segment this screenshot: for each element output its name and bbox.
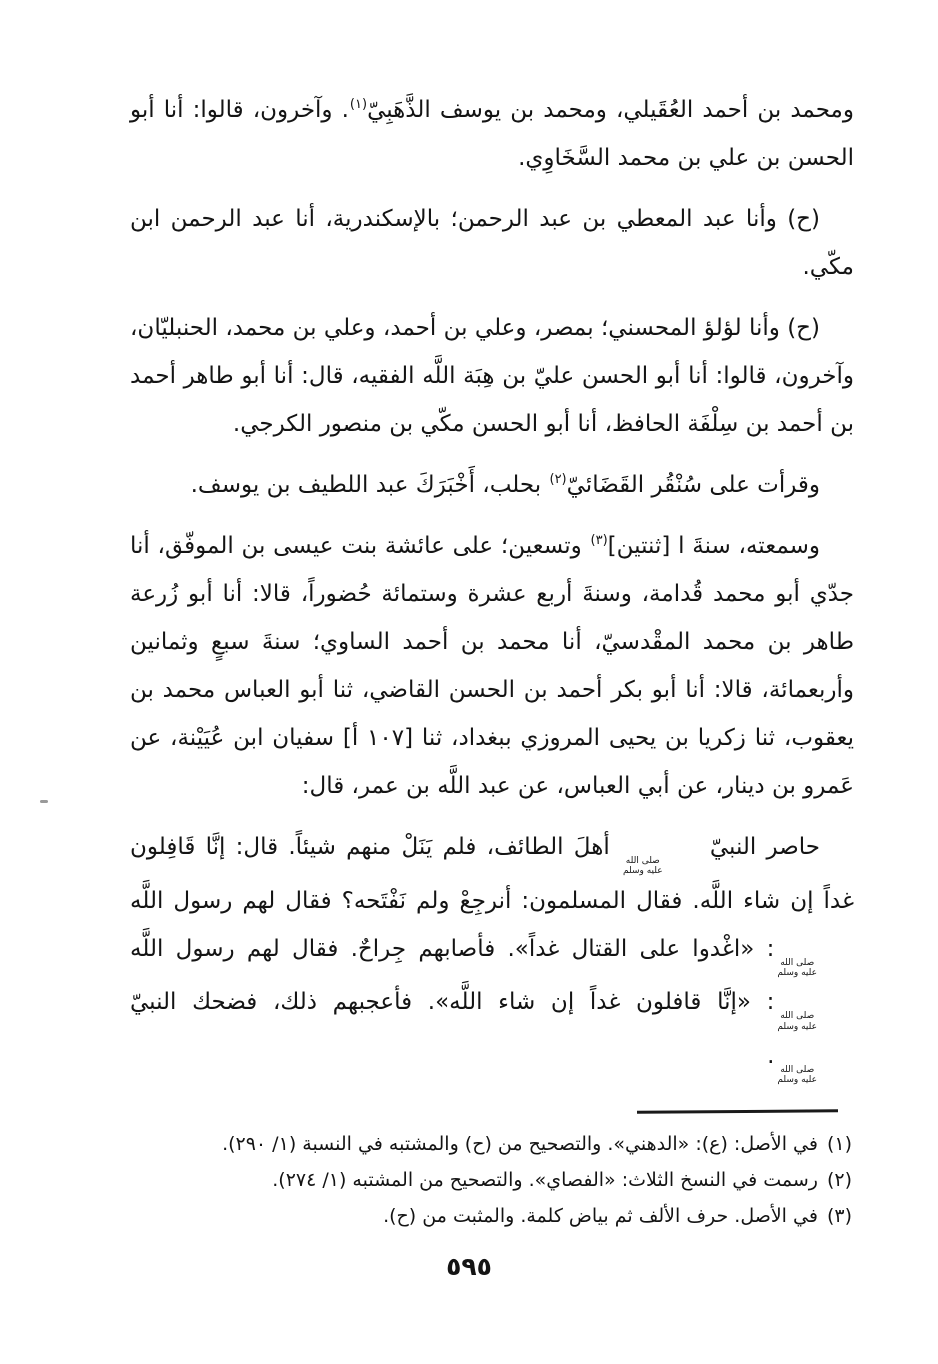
paragraph-isnad-1 [130,86,854,182]
text-run: (ح) وأنا لؤلؤ المحسني؛ بمصر، وعلي بن أحمد، وعلي بن محمد، الحنبليّان، وآخرون، قالوا: أنا أبو الحسن عليّ بن هِبَة اللَّه الفقيه، قال: أنا أبو طاهر أحمد بن أحمد بن سِلْفَة الحافظ، أنا أبو الحسن مكّي بن منصور الكرجي. [130,315,854,437]
honorific-line: صلى الله [780,957,815,968]
honorific-line: عليه وسلم [777,1075,817,1086]
footnote-item-3 [138,1198,852,1234]
text-run: بحلب، أَخْبَرَكَ عبد اللطيف بن يوسف. [190,472,549,498]
text-run: . [767,1043,775,1070]
text-run: وتسعين؛ على عائشة بنت عيسى بن الموفّق، أنا جدّي أبو محمد قُدامة، وسنةَ أربع عشرة وستمائة حُضوراً، قالا: أنا أبو زُرعة طاهر بن محمد المقْدسيّ، أنا محمد بن أحمد الساوي؛ سنةَ سبعٍ وثمانين وأربعمائة، قالا: أنا أبو بكر أحمد بن الحسن القاضي، ثنا أبو العباس محمد بن يعقوب، ثنا زكريا بن يحيى المروزي ببغداد، ثنا [١٠٧ أ] سفيان ابن عُيَيْنة، عن عَمرو بن دينار، عن أبي العباس، عن عبد اللَّه بن عمر، قال: [130,533,854,799]
honorific-line: عليه وسلم [623,866,663,877]
honorific-line: صلى الله [625,856,660,866]
page-number: ٥٩٥ [446,1252,492,1281]
paragraph-isnad-5 [130,522,854,810]
honorific-line: صلى الله [780,1011,815,1022]
footnote-text: رسمت في النسخ الثلاث: «الفصاي». والتصحيح من المشتبه (١/ ٢٧٤). [272,1169,818,1191]
text-run: وسمعته، سنةَ ا [ثنتين] [607,533,820,559]
footnote-text: في الأصل. حرف الألف ثم بياض كلمة. والمثبت من (ح). [383,1205,818,1227]
honorific-saw-icon [777,1011,851,1032]
text-run: : «اغْدوا على القتال غداً». فأصابهم جِراحٌ. فقال لهم رسول اللَّه [130,935,775,962]
footnote-ref-1: (١) [349,97,368,113]
footnote-item-2 [138,1162,852,1198]
footnote-text: في الأصل: (ع): «الدهني». والتصحيح من (ح) والمشتبه في النسبة (١/ ٢٩٠). [222,1133,818,1155]
paragraph-isnad-3 [130,304,854,448]
honorific-line: صلى الله [780,1065,815,1076]
footnote-marker: (٢) [826,1169,852,1191]
footnote-separator [637,1109,838,1113]
text-run: (ح) وأنا عبد المعطي بن عبد الرحمن؛ بالإسكندرية، أنا عبد الرحمن ابن مكّي. [130,206,854,280]
text-run: . وآخرون، قالوا: أنا أبو الحسن بن علي بن محمد السَّخَاوِي. [130,97,854,171]
footnotes-block [138,1126,852,1234]
paragraph-hadith [130,823,854,1086]
text-run: وقرأت على سُنْقُر القَضَائيّ [566,472,820,498]
text-run: : «إنَّا قافلون غداً إن شاء اللَّه». فأعجبهم ذلك، فضحك النبيّ [130,989,775,1016]
honorific-saw-icon [777,1065,851,1086]
honorific-line: عليه وسلم [777,1021,817,1032]
footnote-item-1 [138,1126,852,1162]
footnote-ref-3: (٣) [590,533,608,549]
text-run: حاصر النبيّ [699,834,820,860]
honorific-saw-icon [623,856,697,877]
main-text-block [130,86,854,1099]
honorific-line: عليه وسلم [777,968,817,979]
paragraph-isnad-2 [130,195,854,291]
footnote-marker: (٣) [826,1205,852,1227]
footnote-marker: (١) [826,1133,852,1155]
text-run: ومحمد بن أحمد العُقَيلي، ومحمد بن يوسف الذَّهَبِيّ [367,97,854,123]
honorific-saw-icon [777,958,851,979]
footnote-ref-2: (٢) [549,472,567,488]
text-run: أهلَ الطائف، فلم يَنَلْ منهم شيئاً. قال: إنَّا قَافِلون غداً إن شاء اللَّه. فقال المسلمون: أنرجِعْ ولم نَفْتَحه؟ فقال لهم رسول اللَّه [130,834,854,914]
scan-artifact [40,800,48,803]
paragraph-isnad-4 [130,461,854,509]
